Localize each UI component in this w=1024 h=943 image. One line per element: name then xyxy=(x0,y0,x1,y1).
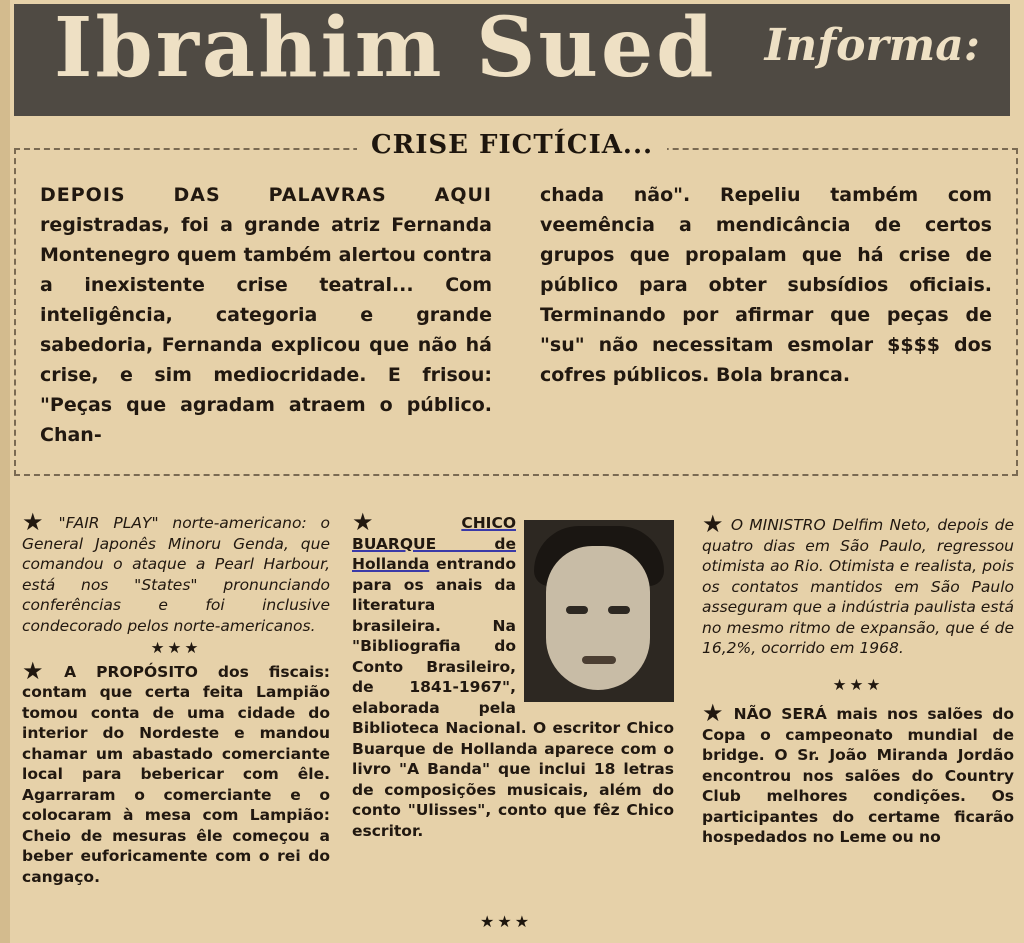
separator-stars: ★★★ xyxy=(150,639,202,657)
star-icon: ★ xyxy=(702,510,725,538)
photo-mouth xyxy=(582,656,616,664)
item-text: Delfim Neto, depois de quatro dias em São Paulo, regressou otimista ao Rio. Otimista e realista, pois os contatos mantidos em São Paulo asseguram que a indústria paulista está no mesmo ritmo de expansão, que é de 16,2%, ocorrido em 1968. xyxy=(702,516,1015,657)
news-column-right xyxy=(702,510,1015,848)
news-column-middle xyxy=(352,508,674,841)
feature-box-title xyxy=(0,130,1024,160)
news-item-lampiao xyxy=(22,656,331,888)
column-tagline: Informa: xyxy=(764,20,980,71)
photo-eye xyxy=(608,606,630,614)
item-text: mais nos salões do Copa o campeonato mundial de bridge. O Sr. João Miranda Jordão encontrou nos salões do Country Club melhores condições. Os participantes do certame ficarão hospedados no Leme ou no xyxy=(702,705,1014,846)
item-text: dos fiscais: contam que certa feita Lampião tomou conta de uma cidade do interior do Nordeste e mandou chamar um abastado comerciante local para bebericar com êle. Agarraram o comerciante e o colocaram à mesa com Lampião: Cheio de mesuras êle começou a beber euforicamente com o rei do cangaço. xyxy=(22,662,331,886)
feature-body-left: registradas, foi a grande atriz Fernanda Montenegro quem também alertou contra a inexistente crise teatral... Com inteligência, categoria e grande sabedoria, Fernanda explicou que não há crise, e sim mediocridade. E frisou: "Peças que agradam atraem o público. Chan- xyxy=(40,214,492,446)
column-title: Ibrahim Sued xyxy=(54,4,717,96)
feature-text-left xyxy=(40,180,492,450)
separator-stars: ★★★ xyxy=(480,912,533,931)
item-text: entrando para os anais da literatura brasileira. Na "Bibliografia do Conto Brasileiro, de 1841-1967", elaborada pela Biblioteca Nacional. O escritor Chico Buarque de Hollanda aparece com o livro "A Banda" que inclui 18 letras de composições musicais, além do conto "Ulisses", conto que fêz Chico escritor. xyxy=(352,555,674,840)
feature-text-right: chada não". Repeliu também com veemência a mendicância de certos grupos que propalam que há crise de público para obter subsídios oficiais. Terminando por afirmar que peças de "su" não necessitam esmolar $$$$ dos cofres públicos. Bola branca. xyxy=(540,184,992,386)
star-icon: ★ xyxy=(352,508,456,536)
news-item-bridge xyxy=(702,699,1014,848)
separator-stars: ★★★ xyxy=(832,675,884,694)
portrait-photo xyxy=(524,520,674,702)
feature-headline: CRISE FICTÍCIA... xyxy=(357,130,667,160)
news-item-fair-play xyxy=(22,508,331,636)
news-item-ministro xyxy=(702,510,1015,659)
news-column-left xyxy=(22,508,331,887)
photo-face xyxy=(546,546,650,690)
item-lead: NÃO SERÁ xyxy=(733,705,827,723)
item-lead: O MINISTRO xyxy=(730,516,826,534)
star-icon: ★ xyxy=(702,699,728,727)
item-text: "FAIR PLAY" norte-americano: o General Japonês Minoru Genda, que comandou o ataque a Pearl Harbour, está nos "States" pronunciando conferências e foi inclusive condecorado pelos norte-americanos. xyxy=(22,514,331,635)
star-icon: ★ xyxy=(22,656,59,685)
star-icon: ★ xyxy=(22,508,53,536)
feature-lead: DEPOIS DAS PALAVRAS AQUI xyxy=(40,184,492,206)
item-lead: A PROPÓSITO xyxy=(64,662,198,681)
masthead xyxy=(14,4,1010,116)
photo-eye xyxy=(566,606,588,614)
item-lead: CHICO BUARQUE de Hollanda xyxy=(352,514,516,573)
